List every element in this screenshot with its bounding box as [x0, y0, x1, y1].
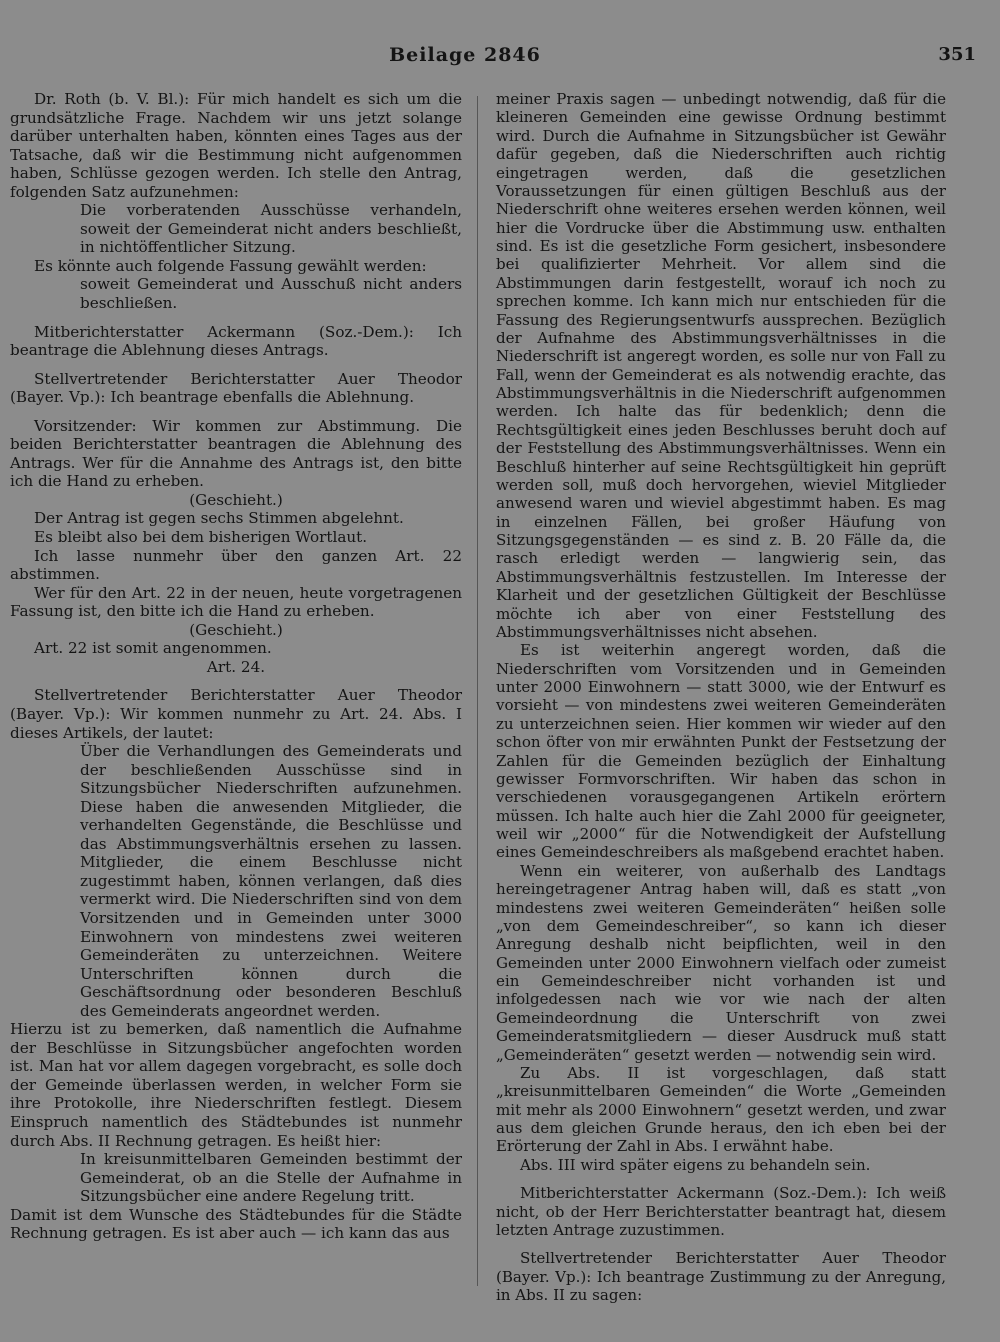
paragraph-spacer: [10, 676, 462, 686]
paragraph: Wer für den Art. 22 in der neuen, heute vorgetragenen Fassung ist, den bitte ich die Hand zu erheben.: [10, 583, 462, 621]
paragraph: Es könnte auch folgende Fassung gewählt werden:: [34, 256, 427, 275]
paragraph-spacer: [10, 360, 462, 370]
paragraph: Ich lasse nunmehr über den ganzen Art. 22 abstimmen.: [10, 546, 462, 584]
centered-note: (Geschieht.): [189, 620, 283, 639]
centered-note: (Geschieht.): [189, 490, 283, 509]
paragraph: Hierzu ist zu bemerken, daß namentlich die Aufnahme der Beschlüsse in Sitzungsbücher angefochten worden ist. Man hat vor allem dagegen vorgebracht, es solle doch der Gemeinde überlassen werden, in welcher Form sie ihre Protokolle, ihre Niederschriften festlegt. Diesem Einspruch namentlich des Städtebundes ist nunmehr durch Abs. II Rechnung getragen. Es heißt hier:: [10, 1020, 462, 1150]
quoted-text: Die vorberatenden Ausschüsse verhandeln, soweit der Gemeinderat nicht anders beschließt, in nichtöffentlicher Sitzung.: [80, 201, 462, 257]
left-column: [10, 90, 462, 1243]
paragraph-spacer: [10, 313, 462, 323]
quoted-text: Über die Verhandlungen des Gemeinderats und der beschließenden Ausschüsse sind in Sitzungsbücher Niederschriften aufzunehmen. Diese haben die anwesenden Mitglieder, die verhandelten Gegenstände, die Beschlüsse und das Abstimmungsverhältnis ersehen zu lassen. Mitglieder, die einem Beschlusse nicht zugestimmt haben, können verlangen, daß dies vermerkt wird. Die Niederschriften sind von dem Vorsitzenden und in Gemeinden unter 3000 Einwohnern von mindestens zwei weiteren Gemeinderäten zu unterzeichnen. Weitere Unterschriften können durch die Geschäftsordnung oder besonderen Beschluß des Gemeinderats angeordnet werden.: [80, 742, 462, 1020]
page-number: 351: [938, 44, 976, 65]
paragraph: Art. 22 ist somit angenommen.: [34, 639, 272, 658]
right-column: [496, 90, 946, 1304]
paragraph: Wenn ein weiterer, von außerhalb des Landtags hereingetragener Antrag haben will, daß es statt „von mindestens zwei weiteren Gemeinderäten“ heißen solle „von dem Gemeindeschreiber“, so kann ich dieser Anregung deshalb nicht beipflichten, weil in den Gemeinden unter 2000 Einwohnern vielfach oder zumeist ein Gemeindeschreiber nicht vorhanden ist und infolgedessen nach wie vor wie nach der alten Gemeindeordnung die Unterschrift von zwei Gemeinderatsmitgliedern — dieser Ausdruck muß statt „Gemeinderäten“ gesetzt werden — notwendig sein wird.: [496, 861, 946, 1064]
paragraph-spacer: [10, 407, 462, 417]
paragraph: Stellvertretender Berichterstatter Auer Theodor (Bayer. Vp.): Ich beantrage ebenfalls die Ablehnung.: [10, 369, 462, 407]
paragraph-spacer: [496, 1174, 946, 1184]
paragraph: Dr. Roth (b. V. Bl.): Für mich handelt es sich um die grundsätzliche Frage. Nachdem wir uns jetzt solange darüber unterhalten haben, könnten eines Tages aus der Tatsache, daß wir die Bestimmung nicht aufgenommen haben, Schlüsse gezogen werden. Ich stelle den Antrag, folgenden Satz aufzunehmen:: [10, 90, 462, 201]
paragraph: Mitberichterstatter Ackermann (Soz.-Dem.): Ich beantrage die Ablehnung dieses Antrags.: [10, 322, 462, 360]
paragraph: Vorsitzender: Wir kommen zur Abstimmung. Die beiden Berichterstatter beantragen die Ablehnung des Antrags. Wer für die Annahme des Antrags ist, den bitte ich die Hand zu erheben.: [10, 416, 462, 491]
paragraph: Zu Abs. II ist vorgeschlagen, daß statt „kreisunmittelbaren Gemeinden“ die Worte „Gemeinden mit mehr als 2000 Einwohnern“ gesetzt werden, und zwar aus dem gleichen Grunde heraus, den ich eben bei der Erörterung der Zahl in Abs. I erwähnt habe.: [496, 1063, 946, 1156]
page-title: Beilage 2846: [389, 44, 541, 66]
quoted-text: soweit Gemeinderat und Ausschuß nicht anders beschließen.: [80, 275, 462, 313]
centered-note: Art. 24.: [206, 657, 266, 676]
paragraph: Stellvertretender Berichterstatter Auer Theodor (Bayer. Vp.): Wir kommen nunmehr zu Art. 24. Abs. I dieses Artikels, der lautet:: [10, 686, 462, 742]
paragraph: Stellvertretender Berichterstatter Auer Theodor (Bayer. Vp.): Ich beantrage Zustimmung zu der Anregung, in Abs. II zu sagen:: [496, 1249, 946, 1304]
column-divider: [477, 96, 478, 1286]
paragraph-spacer: [496, 1239, 946, 1249]
paragraph: Abs. III wird später eigens zu behandeln sein.: [520, 1155, 871, 1174]
paragraph: Es bleibt also bei dem bisherigen Wortlaut.: [34, 528, 368, 547]
quoted-text: In kreisunmittelbaren Gemeinden bestimmt der Gemeinderat, ob an die Stelle der Aufnahme in Sitzungsbücher eine andere Regelung tritt.: [80, 1150, 462, 1206]
paragraph: Es ist weiterhin angeregt worden, daß die Niederschriften vom Vorsitzenden und in Gemeinden unter 2000 Einwohnern — statt 3000, wie der Entwurf es vorsieht — von mindestens zwei weiteren Gemeinderäten zu unterzeichnen seien. Hier kommen wir wieder auf den schon öfter von mir erwähnten Punkt der Festsetzung der Zahlen für die Gemeinden bezüglich der Einhaltung gewisser Formvorschriften. Wir haben das schon in verschiedenen vorausgegangenen Artikeln erörtern müssen. Ich halte auch hier die Zahl 2000 für geeigneter, weil wir „2000“ für die Notwendigkeit der Aufstellung eines Gemeindeschreibers als maßgebend erachtet haben.: [496, 641, 946, 862]
paragraph: meiner Praxis sagen — unbedingt notwendig, daß für die kleineren Gemeinden eine gewisse Ordnung bestimmt wird. Durch die Aufnahme in Sitzungsbücher ist Gewähr dafür gegeben, daß die Niederschriften auch richtig eingetragen werden, daß die gesetzlichen Voraussetzungen für einen gültigen Beschluß aus der Niederschrift ohne weiteres ersehen werden können, weil hier die Vordrucke über die Abstimmung usw. enthalten sind. Es ist die gesetzliche Form gesichert, insbesondere bei qualifizierter Mehrheit. Vor allem sind die Abstimmungen darin festgestellt, worauf ich noch zu sprechen komme. Ich kann mich nur entschieden für die Fassung des Regierungsentwurfs aussprechen. Bezüglich der Aufnahme des Abstimmungsverhältnisses in die Niederschrift ist angeregt worden, es solle nur von Fall zu Fall, wenn der Gemeinderat es als notwendig erachte, das Abstimmungsverhältnis in die Niederschrift aufgenommen werden. Ich halte das für bedenklich; denn die Rechtsgültigkeit eines jeden Beschlusses beruht doch auf der Feststellung des Abstimmungsverhältnisses. Wenn ein Beschluß hinterher auf seine Rechtsgültigkeit hin geprüft werden soll, muß doch hervorgehen, wieviel Mitglieder anwesend waren und wieviel abgestimmt haben. Es mag in einzelnen Fällen, bei großer Häufung von Sitzungsgegenständen — es sind z. B. 20 Fälle da, die rasch erledigt werden — langwierig sein, das Abstimmungsverhältnis festzustellen. Im Interesse der Klarheit und der gesetzlichen Gültigkeit der Beschlüsse möchte ich aber von einer Feststellung des Abstimmungsverhältnisses nicht absehen.: [496, 90, 946, 641]
page-header: [0, 44, 1000, 74]
paragraph: Der Antrag ist gegen sechs Stimmen abgelehnt.: [34, 509, 404, 528]
paragraph: Damit ist dem Wunsche des Städtebundes für die Städte Rechnung getragen. Es ist aber auch — ich kann das aus: [10, 1205, 462, 1243]
paragraph: Mitberichterstatter Ackermann (Soz.-Dem.): Ich weiß nicht, ob der Herr Berichterstatter beantragt hat, diesem letzten Antrage zuzustimmen.: [496, 1184, 946, 1239]
